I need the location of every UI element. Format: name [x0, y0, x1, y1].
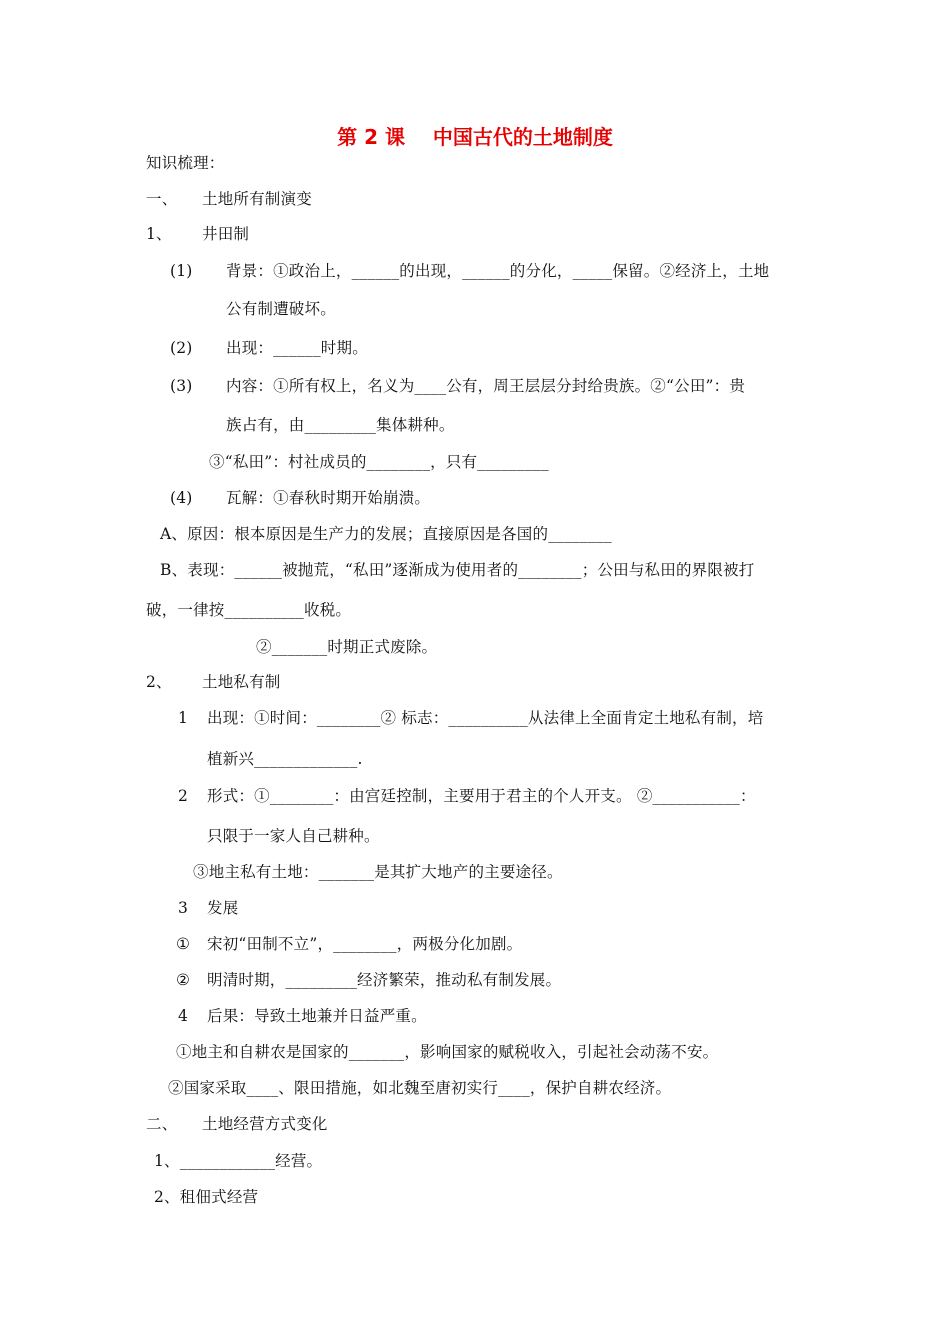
point-appearance: 出现：①时间：________② 标志：__________从法律上全面肯定土地私有制，培: [207, 709, 764, 727]
item-number-1: (1): [170, 262, 193, 280]
heading-number-2: 二、: [146, 1115, 178, 1133]
point-appearance-cont: 植新兴_____________.: [207, 750, 363, 768]
point-consequence: 后果：导致土地兼并日益严重。: [207, 1007, 427, 1025]
heading-number-1: 一、: [146, 190, 178, 208]
point-forms: 形式：①________：由宫廷控制，主要用于君主的个人开支。 ②___________：: [207, 787, 756, 805]
item-number-2: (2): [170, 339, 193, 357]
subheading-private-ownership: 土地私有制: [202, 673, 281, 691]
management-item-1: 1、____________经营。: [154, 1152, 323, 1170]
section-label-knowledge: 知识梳理：: [146, 154, 225, 172]
subheading-number-2: 2、: [146, 673, 172, 691]
dev-marker-2: ②: [176, 971, 191, 989]
collapse-reason: A、原因：根本原因是生产力的发展；直接原因是各国的________: [160, 525, 612, 543]
item-number-4: (4): [170, 489, 193, 507]
item-private-field: ③“私田”：村社成员的________，只有_________: [209, 453, 549, 471]
point-number-1: 1: [178, 709, 189, 727]
subheading-well-field: 井田制: [202, 225, 250, 243]
item-number-3: (3): [170, 377, 193, 395]
heading-land-management: 土地经营方式变化: [202, 1115, 328, 1133]
subheading-number-1: 1、: [146, 225, 172, 243]
item-collapse: 瓦解：①春秋时期开始崩溃。: [226, 489, 431, 507]
point-development: 发展: [207, 899, 239, 917]
collapse-manifestation-cont: 破，一律按__________收税。: [146, 601, 352, 619]
point-number-2: 2: [178, 787, 189, 805]
point-forms-cont: 只限于一家人自己耕种。: [207, 827, 380, 845]
page-title: 第 2 课 中国古代的土地制度: [337, 125, 613, 149]
item-appearance: 出现：______时期。: [226, 339, 368, 357]
collapse-manifestation: B、表现：______被抛荒，“私田”逐渐成为使用者的________；公田与私田的界限被打: [160, 561, 755, 579]
point-number-4: 4: [178, 1007, 189, 1025]
dev-marker-1: ①: [176, 935, 191, 953]
consequence-1: ①地主和自耕农是国家的_______，影响国家的赋税收入，引起社会动荡不安。: [176, 1043, 719, 1061]
management-item-2: 2、租佃式经营: [154, 1188, 259, 1206]
item-background-cont: 公有制遭破坏。: [226, 300, 336, 318]
consequence-2: ②国家采取____、限田措施，如北魏至唐初实行____，保护自耕农经济。: [168, 1079, 672, 1097]
item-background: 背景：①政治上，______的出现，______的分化，_____保留。②经济上，土地: [226, 262, 770, 280]
dev-song: 宋初“田制不立”，________，两极分化加剧。: [207, 935, 523, 953]
dev-ming-qing: 明清时期，_________经济繁荣，推动私有制发展。: [207, 971, 562, 989]
point-number-3: 3: [178, 899, 189, 917]
abolition-period: ②_______时期正式废除。: [256, 638, 438, 656]
item-content-cont: 族占有，由_________集体耕种。: [226, 416, 455, 434]
item-content: 内容：①所有权上，名义为____公有，周王层层分封给贵族。②“公田”：贵: [226, 377, 746, 395]
heading-land-ownership: 土地所有制演变: [202, 190, 312, 208]
point-landlord: ③地主私有土地：_______是其扩大地产的主要途径。: [193, 863, 563, 881]
